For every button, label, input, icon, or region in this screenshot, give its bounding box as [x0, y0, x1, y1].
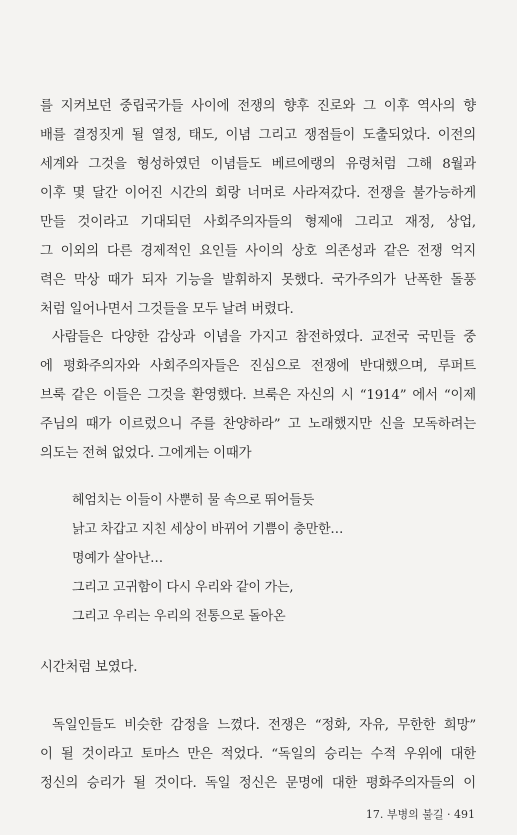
paragraph-2-line-2: 에 평화주의자와 사회주의자들은 진심으로 전쟁에 반대했으며, 루퍼트: [40, 359, 476, 374]
paragraph-1-line-7: 력은 막상 때가 되자 기능을 발휘하지 못했다. 국가주의가 난폭한 돌풍: [40, 273, 476, 288]
verse-line-2: 낡고 차갑고 지친 세상이 바뀌어 기쁨이 충만한…: [72, 522, 344, 537]
verse-line-1: 헤엄치는 이들이 사뿐히 물 속으로 뛰어들듯: [72, 493, 315, 508]
after-verse-line: 시간처럼 보였다.: [40, 660, 138, 675]
paragraph-3-line-3: 정신의 승리가 될 것이다. 독일 정신은 문명에 대한 평화주의자들의 이: [40, 776, 476, 791]
verse-line-4: 그리고 고귀함이 다시 우리와 같이 가는,: [72, 580, 294, 595]
verse-line-3: 명예가 살아난…: [72, 551, 163, 566]
paragraph-1-line-5: 만들 것이라고 기대되던 사회주의자들의 형제애 그리고 재정, 상업,: [40, 215, 476, 230]
paragraph-2-line-1: 사람들은 다양한 감상과 이념을 가지고 참전하였다. 교전국 국민들 중: [52, 330, 476, 345]
paragraph-2-line-4: 주님의 때가 이르렀으니 주를 찬양하라” 고 노래했지만 신을 모독하려는: [40, 417, 476, 432]
paragraph-3-line-2: 이 될 것이라고 토마스 만은 적었다. “독일의 승리는 수적 우위에 대한: [40, 747, 476, 762]
page-footer: 17. 부병의 불길 · 491: [365, 808, 475, 821]
paragraph-1-line-1: 를 지켜보던 중립국가들 사이에 전쟁의 향후 진로와 그 이후 역사의 향: [40, 99, 476, 114]
paragraph-1-line-4: 이후 몇 달간 이어진 시간의 회랑 너머로 사라져갔다. 전쟁을 불가능하게: [40, 186, 476, 201]
paragraph-1-line-6: 그 이외의 다른 경제적인 요인들 사이의 상호 의존성과 같은 전쟁 억지: [40, 244, 476, 259]
paragraph-1-line-3: 세계와 그것을 형성하였던 이념들도 베르에랭의 유령처럼 그해 8월과: [40, 157, 476, 172]
paragraph-1-line-8: 처럼 일어나면서 그것들을 모두 날려 버렸다.: [40, 302, 294, 317]
paragraph-1-line-2: 배를 결정짓게 될 열정, 태도, 이념 그리고 쟁점들이 도출되었다. 이전의: [40, 128, 476, 143]
paragraph-3-line-1: 독일인들도 비슷한 감정을 느꼈다. 전쟁은 “정화, 자유, 무한한 희망”: [52, 718, 476, 733]
paragraph-2-line-3: 브룩 같은 이들은 그것을 환영했다. 브룩은 자신의 시 “1914” 에서 “이제: [40, 388, 476, 403]
verse-line-5: 그리고 우리는 우리의 전통으로 돌아온: [72, 609, 286, 624]
paragraph-2-line-5: 의도는 전혀 없었다. 그에게는 이때가: [40, 446, 252, 461]
